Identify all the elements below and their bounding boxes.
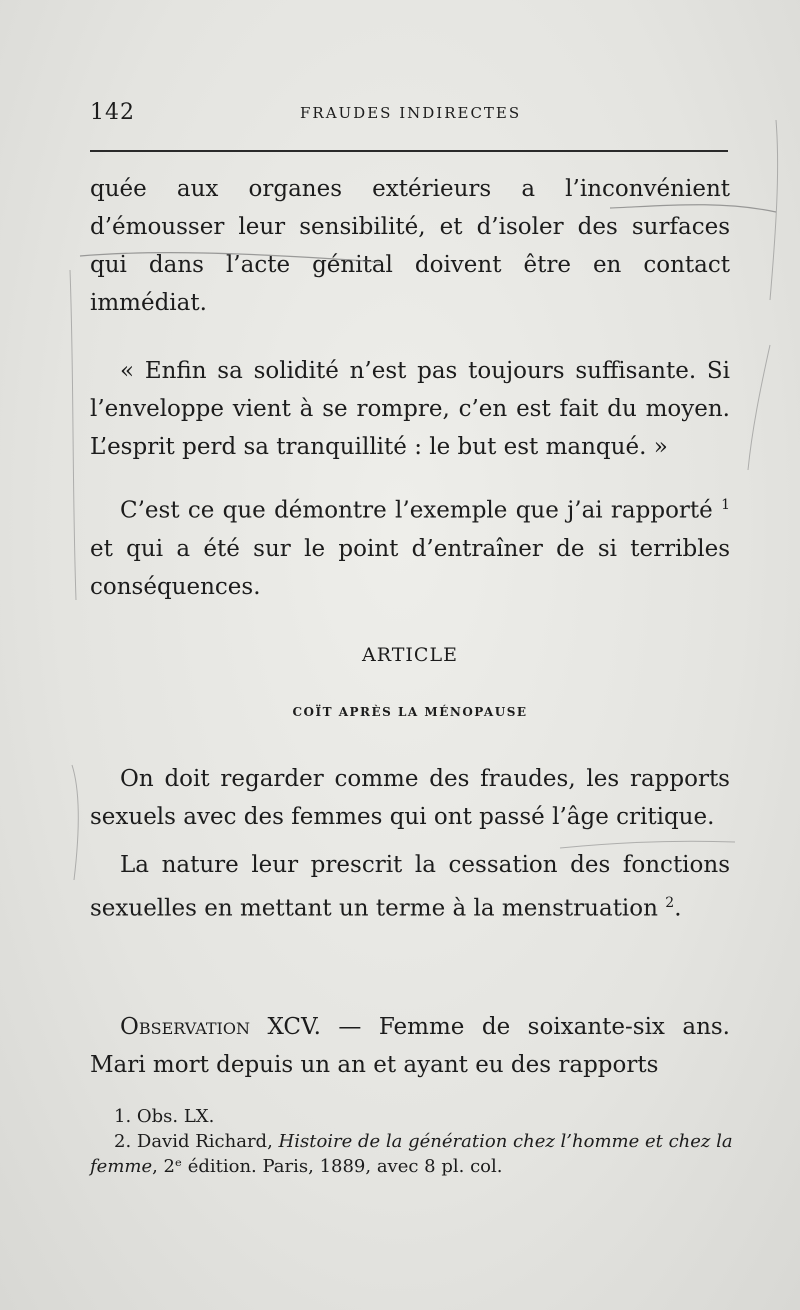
page-header xyxy=(90,100,730,132)
pencil-margin-line-right xyxy=(770,120,778,300)
pencil-margin-stroke xyxy=(748,345,770,470)
observation-paragraph xyxy=(90,1008,730,1084)
paragraph-example-tail: et qui a été sur le point d’entraîner de si terribles conséquences. xyxy=(90,535,730,600)
pencil-bracket-left xyxy=(72,765,78,880)
observation-text: — Femme de soixante-six ans. Mari mort depuis un an et ayant eu des rapports xyxy=(90,1014,730,1078)
paragraph-quote: « Enfin sa solidité n’est pas toujours suffisante. Si l’enveloppe vient à se rompre, c’en est fait du moyen. L’esprit perd sa tranquillité : le but est manqué. » xyxy=(90,358,730,460)
paragraph-nature xyxy=(90,846,730,928)
paragraph-nature-tail: . xyxy=(674,895,682,922)
paragraph-example xyxy=(90,486,730,606)
observation-label: Observation xyxy=(120,1014,250,1040)
pencil-margin-line-left xyxy=(70,270,76,600)
paragraph-menopause: On doit regarder comme des fraudes, les rapports sexuels avec des femmes qui ont passé l’âge critique. xyxy=(90,766,730,830)
footnote-ref-1: 1 xyxy=(721,497,730,513)
paragraph-example-text: C’est ce que démontre l’exemple que j’ai rapporté xyxy=(120,497,722,524)
article-heading: ARTICLE xyxy=(362,644,458,666)
footnote-2-prefix: 2. David Richard, xyxy=(114,1131,279,1152)
running-head: FRAUDES INDIRECTES xyxy=(300,104,522,122)
footnote-1: 1. Obs. LX. xyxy=(114,1106,215,1127)
footnote-ref-2: 2 xyxy=(665,895,675,911)
footnote-2 xyxy=(90,1129,750,1179)
footnotes xyxy=(90,1104,750,1179)
observation-number: XCV. xyxy=(250,1014,321,1040)
page-number: 142 xyxy=(90,100,135,125)
paragraph-continuation: quée aux organes extérieurs a l’inconvénient d’émousser leur sensibilité, et d’isoler des surfaces qui dans l’acte génital doivent être en contact immédiat. xyxy=(90,176,730,316)
footnote-2-suffix: , 2ᵉ édition. Paris, 1889, avec 8 pl. col. xyxy=(152,1156,503,1177)
article-subheading: COÏT APRÈS LA MÉNOPAUSE xyxy=(292,705,528,719)
paragraph-nature-text: La nature leur prescrit la cessation des fonctions sexuelles en mettant un terme à la menstruation xyxy=(90,852,730,922)
header-rule xyxy=(90,150,728,152)
footnote-2-title: Histoire de la génération chez l’homme et chez la femme xyxy=(90,1131,733,1177)
